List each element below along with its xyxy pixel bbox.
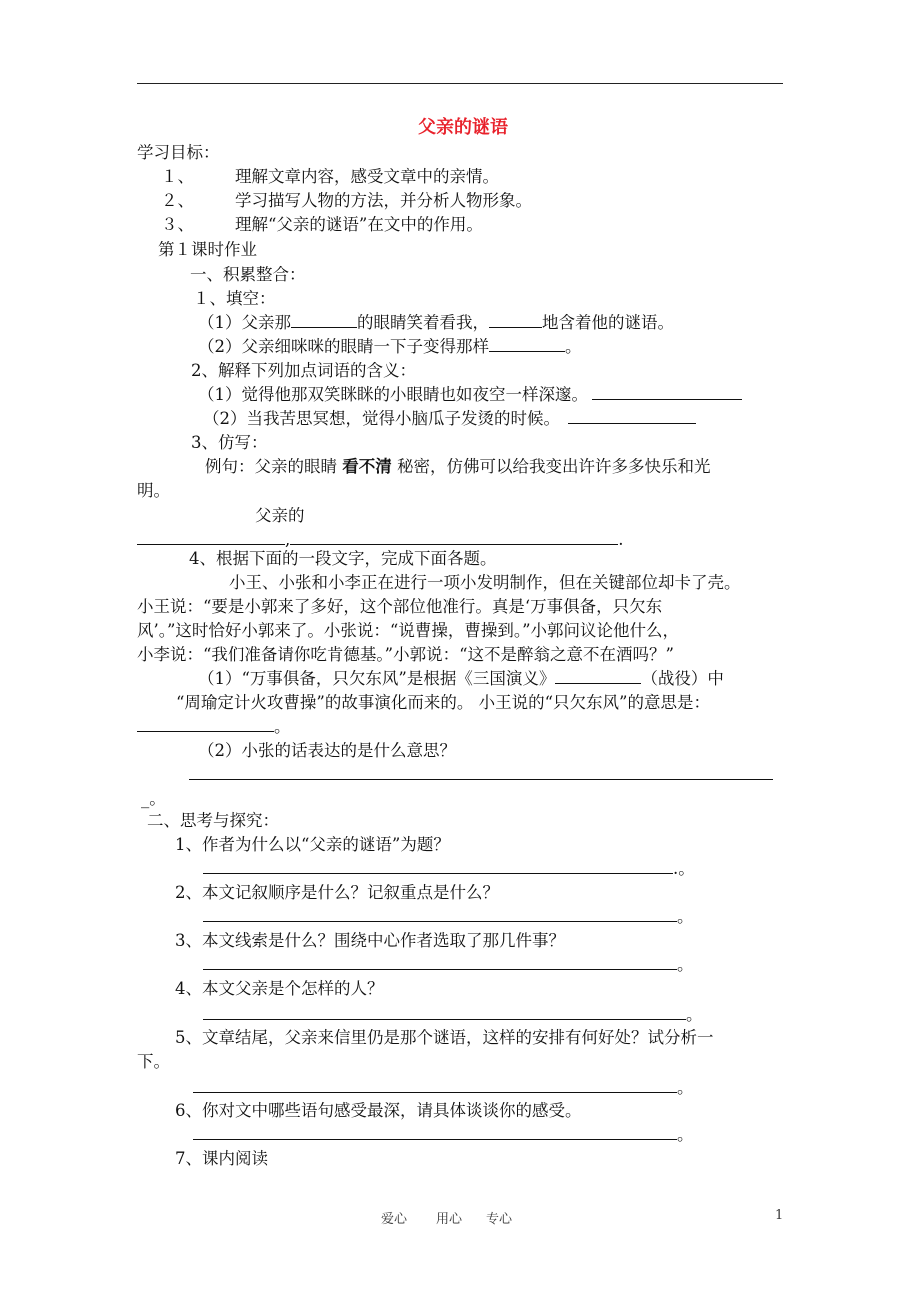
s2-q1-answer — [203, 857, 695, 881]
s2-q6-end: 。 — [677, 1125, 694, 1144]
page-number: 1 — [775, 1208, 784, 1223]
q3-example-bold: 看不清 — [342, 457, 392, 476]
q2-label: 2、解释下列加点词语的含义： — [191, 361, 416, 380]
q4-sub2-answer — [189, 763, 773, 787]
s2-q5-cont: 下。 — [137, 1052, 170, 1071]
objective-num-3: ３、 — [161, 215, 194, 234]
footer-middle: 用心 — [436, 1212, 463, 1227]
s2-q2-answer — [203, 905, 694, 929]
q4-sub2-blank[interactable] — [189, 763, 773, 780]
objective-num-1: １、 — [161, 167, 194, 186]
s2-q4-answer — [203, 1003, 703, 1027]
footer-right: 专心 — [486, 1212, 513, 1227]
s2-q4-end: 。 — [686, 1005, 703, 1024]
q3-blank-1[interactable] — [137, 528, 285, 545]
q3-blank-2[interactable] — [290, 528, 618, 545]
q3-example-cont: 明。 — [137, 481, 170, 500]
q1a-blank-2[interactable] — [489, 311, 542, 328]
q4-sub1-cont: “周瑜定计火攻曹操”的故事演化而来的。 小王说的“只欠东风”的意思是： — [176, 693, 710, 712]
q1b-blank[interactable] — [489, 335, 565, 352]
s2-q4: 4、本文父亲是个怎样的人？ — [175, 979, 384, 998]
q1-label: １、填空： — [193, 289, 276, 308]
section2-heading: 二、思考与探究： — [147, 811, 279, 830]
q4-sub1-pre: （1）“万事俱备，只欠东风”是根据《三国演义》 — [198, 669, 556, 688]
s2-q1-end: .。 — [673, 859, 695, 878]
q1a-post: 地含着他的谜语。 — [542, 313, 674, 332]
q2b-line — [203, 407, 696, 431]
q4-sub1-period: 。 — [274, 717, 291, 736]
s2-q2-blank[interactable] — [203, 905, 677, 922]
q2a-text: （1）觉得他那双笑眯眯的小眼睛也如夜空一样深邃。 — [198, 385, 588, 404]
q4-sub2-tail: _。 — [141, 789, 166, 808]
s2-q7: 7、课内阅读 — [175, 1149, 268, 1168]
q4-sub1-answer-blank[interactable] — [137, 715, 274, 732]
footer-left: 爱心 — [381, 1212, 408, 1227]
q4-passage-2: 小王说：“要是小郭来了多好，这个部位他准行。真是‘万事俱备，只欠东 — [137, 597, 663, 616]
q1b-pre: （2）父亲细咪咪的眼睛一下子变得那样 — [198, 337, 489, 356]
s2-q1-blank[interactable] — [203, 857, 673, 874]
q1a-pre: （1）父亲那 — [198, 313, 291, 332]
q3-example-post: 秘密，仿佛可以给我变出许许多多快乐和光 — [397, 457, 711, 476]
q3-end: . — [618, 530, 624, 549]
q4-sub1-post: （战役）中 — [641, 669, 724, 688]
s2-q5-answer — [193, 1076, 694, 1100]
q4-passage-1: 小王、小张和小李正在进行一项小发明制作，但在关键部位却卡了壳。 — [229, 573, 741, 592]
q2b-text: （2）当我苦思冥想，觉得小脑瓜子发烫的时候。 — [203, 409, 560, 428]
q4-sub1-blank[interactable] — [555, 667, 641, 684]
objective-text-2: 学习描写人物的方法，并分析人物形象。 — [235, 191, 532, 210]
section1-heading: 一、积累整合： — [190, 265, 306, 284]
q3-label: 3、仿写： — [191, 433, 268, 452]
q4-passage-4: 小李说：“我们准备请你吃肯德基。”小郭说：“这不是醉翁之意不在酒吗？” — [137, 645, 674, 664]
s2-q2-end: 。 — [677, 907, 694, 926]
s2-q3-answer — [203, 953, 694, 977]
q4-sub2: （2）小张的话表达的是什么意思？ — [198, 741, 456, 760]
q3-comma: , — [285, 530, 291, 549]
objective-text-3: 理解“父亲的谜语”在文中的作用。 — [235, 215, 483, 234]
header-rule — [137, 83, 783, 84]
q4-sub1-line — [198, 667, 724, 691]
s2-q1: 1、作者为什么以“父亲的谜语”为题？ — [175, 835, 450, 854]
s2-q3-end: 。 — [677, 955, 694, 974]
s2-q3-blank[interactable] — [203, 953, 677, 970]
s2-q6: 6、你对文中哪些语句感受最深，请具体谈谈你的感受。 — [175, 1101, 582, 1120]
s2-q4-blank[interactable] — [203, 1003, 686, 1020]
q2a-line — [198, 383, 742, 407]
q1b-line — [198, 335, 582, 359]
objective-text-1: 理解文章内容，感受文章中的亲情。 — [235, 167, 499, 186]
lesson-label: 第１课时作业 — [158, 240, 257, 259]
q1a-blank-1[interactable] — [291, 311, 357, 328]
q4-label: 4、根据下面的一段文字，完成下面各题。 — [189, 549, 497, 568]
page-title: 父亲的谜语 — [418, 117, 508, 138]
q1a-mid: 的眼睛笑着看我， — [357, 313, 489, 332]
q1a-line — [198, 311, 674, 335]
q3-example — [205, 455, 711, 479]
objectives-heading: 学习目标： — [137, 143, 220, 162]
q4-sub1-answer — [137, 715, 291, 739]
q3-example-pre: 例句：父亲的眼睛 — [205, 457, 337, 476]
q4-passage-3: 风’。”这时恰好小郭来了。小张说：“说曹操，曹操到。”小郭问议论他什么， — [137, 621, 680, 640]
s2-q6-blank[interactable] — [193, 1123, 677, 1140]
s2-q2: 2、本文记叙顺序是什么？记叙重点是什么？ — [175, 883, 499, 902]
s2-q6-answer — [193, 1123, 694, 1147]
s2-q5-end: 。 — [677, 1078, 694, 1097]
s2-q5-blank[interactable] — [193, 1076, 677, 1093]
q1b-post: 。 — [565, 337, 582, 356]
q2a-blank[interactable] — [592, 383, 742, 400]
s2-q5: 5、文章结尾，父亲来信里仍是那个谜语，这样的安排有何好处？试分析一 — [175, 1028, 714, 1047]
objective-num-2: ２、 — [161, 191, 194, 210]
q3-prompt: 父亲的 — [255, 506, 305, 525]
q2b-blank[interactable] — [568, 407, 696, 424]
s2-q3: 3、本文线索是什么？围绕中心作者选取了那几件事？ — [175, 931, 565, 950]
